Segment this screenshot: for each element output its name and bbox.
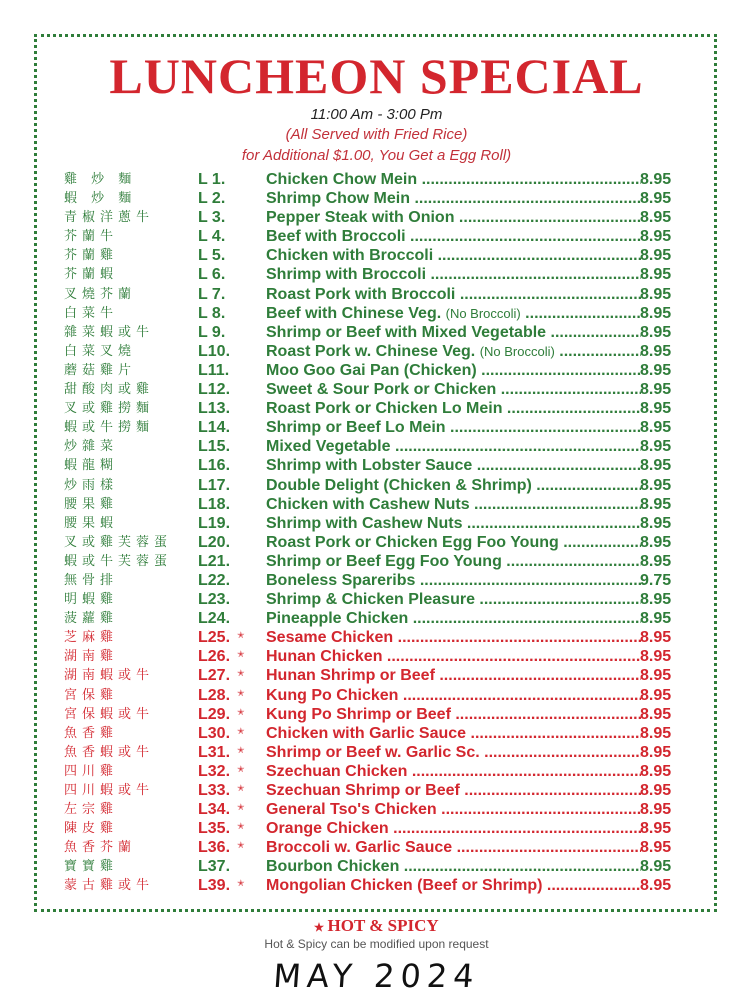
- chinese-name: 炒雜菜: [64, 439, 119, 455]
- menu-item-row: [0, 476, 753, 495]
- item-code: L12.: [198, 381, 231, 399]
- item-name: [266, 819, 641, 838]
- menu-item-row: [0, 762, 753, 781]
- menu-item-row: [0, 533, 753, 552]
- chinese-name: 宮保雞: [64, 687, 119, 703]
- menu-item-row: [0, 514, 753, 533]
- item-name-text: Bourbon Chicken: [266, 858, 400, 876]
- item-name: [266, 456, 641, 475]
- item-name-text: Roast Pork or Chicken Egg Foo Young: [266, 533, 559, 551]
- chinese-name: 湖南蝦或牛: [64, 668, 155, 684]
- item-price: 8.95: [640, 591, 672, 609]
- menu-item-row: [0, 724, 753, 743]
- menu-item-row: [0, 609, 753, 628]
- item-price: 8.95: [640, 762, 672, 780]
- item-code: L 8.: [198, 304, 226, 322]
- item-name: [266, 323, 641, 342]
- item-code: L11.: [198, 361, 230, 379]
- item-name: [266, 762, 641, 781]
- item-code: L15.: [198, 438, 231, 456]
- chinese-name: 無骨排: [64, 572, 119, 588]
- item-code: L35.: [198, 820, 231, 838]
- item-name-text: Shrimp or Beef w. Garlic Sc.: [266, 743, 480, 761]
- item-code: L 2.: [198, 190, 226, 208]
- item-code: L19.: [198, 514, 231, 532]
- item-name-text: Chicken with Garlic Sauce: [266, 724, 467, 742]
- chili-pepper-icon: ✭: [237, 630, 245, 641]
- menu-item-row: [0, 323, 753, 342]
- item-name: [266, 876, 641, 895]
- menu-item-row: [0, 456, 753, 475]
- menu-item-row: [0, 552, 753, 571]
- item-name: [266, 666, 641, 685]
- menu-items-list: [0, 170, 753, 896]
- item-name: [266, 418, 641, 437]
- item-name-text: Mixed Vegetable: [266, 438, 391, 456]
- item-code: L26.: [198, 648, 231, 666]
- menu-item-row: [0, 571, 753, 590]
- item-code: L37.: [198, 858, 231, 876]
- chinese-name: 四川蝦或牛: [64, 783, 155, 798]
- item-name: [266, 838, 641, 857]
- item-name-text: Pineapple Chicken: [266, 610, 409, 628]
- item-name: [266, 609, 641, 628]
- chinese-name: 腰果雞: [64, 496, 119, 512]
- item-price: 8.95: [640, 323, 672, 341]
- item-price: 8.95: [640, 514, 672, 532]
- item-price: 8.95: [640, 629, 672, 647]
- item-code: L36.: [198, 839, 231, 857]
- item-price: 8.95: [640, 285, 672, 303]
- egg-roll-note: for Additional $1.00, You Get a Egg Roll): [241, 147, 512, 164]
- handwritten-date: MAY 2024: [272, 957, 481, 995]
- item-name-text: Hunan Chicken: [266, 648, 383, 666]
- chinese-name: 魚香蝦或牛: [64, 744, 155, 760]
- chinese-name: 叉或雞撈麵: [64, 401, 155, 417]
- menu-item-row: [0, 781, 753, 800]
- menu-item-row: [0, 647, 753, 666]
- chili-pepper-icon: ✭: [237, 878, 245, 889]
- item-name: [266, 533, 641, 552]
- item-name-text: General Tso's Chicken: [266, 801, 437, 819]
- item-price: 8.95: [640, 247, 672, 265]
- menu-item-row: [0, 495, 753, 514]
- item-price: 8.95: [640, 667, 672, 685]
- item-code: L23.: [198, 591, 231, 609]
- item-code: L 1.: [198, 171, 226, 188]
- item-code: L32.: [198, 762, 231, 780]
- chinese-name: 雞 炒 麵: [64, 172, 137, 187]
- item-code: L34.: [198, 801, 231, 819]
- item-note: (No Broccoli): [479, 343, 555, 359]
- menu-item-row: [0, 628, 753, 647]
- menu-item-row: [0, 380, 753, 399]
- item-code: L17.: [198, 476, 231, 494]
- item-name: [266, 800, 641, 819]
- chinese-name: 青椒洋蔥牛: [64, 210, 155, 226]
- item-code: L33.: [198, 782, 231, 799]
- item-name: [266, 380, 641, 399]
- item-name: [266, 304, 641, 323]
- chinese-name: 明蝦雞: [64, 592, 119, 608]
- item-code: L30.: [198, 724, 231, 742]
- chinese-name: 陳皮雞: [64, 821, 119, 837]
- item-price: 8.95: [640, 476, 672, 494]
- item-note: (No Broccoli): [445, 305, 521, 321]
- chili-pepper-icon: ✭: [237, 783, 245, 793]
- item-name-text: Shrimp with Lobster Sauce: [266, 457, 473, 475]
- item-name: [266, 265, 641, 284]
- item-name: [266, 857, 641, 876]
- fried-rice-note: (All Served with Fried Rice): [285, 126, 468, 143]
- menu-item-row: [0, 208, 753, 227]
- item-price: 8.95: [640, 190, 672, 208]
- item-code: L24.: [198, 610, 231, 628]
- item-price: 8.95: [640, 304, 672, 322]
- menu-item-row: [0, 819, 753, 838]
- item-name: [266, 647, 641, 666]
- item-code: L 5.: [198, 247, 226, 265]
- item-name: [266, 628, 641, 647]
- item-name-text: Szechuan Chicken: [266, 762, 408, 780]
- item-name-text: Roast Pork with Broccoli: [266, 285, 456, 303]
- item-price: 8.95: [640, 266, 672, 284]
- item-code: L10.: [198, 342, 231, 360]
- chinese-name: 湖南雞: [64, 649, 119, 665]
- menu-item-row: [0, 227, 753, 246]
- item-name-text: Beef with Chinese Veg.: [266, 304, 442, 322]
- chinese-name: 蝦或牛芙蓉蛋: [64, 553, 173, 569]
- item-price: 8.95: [640, 686, 672, 704]
- chili-pepper-icon: ✭: [237, 687, 245, 698]
- item-code: L 9.: [198, 323, 226, 341]
- hot-spicy-label: HOT & SPICY: [327, 916, 439, 935]
- item-name-text: Shrimp & Chicken Pleasure: [266, 591, 475, 609]
- chili-pepper-icon: ✭: [237, 649, 245, 660]
- chinese-name: 魚香芥蘭: [64, 840, 137, 856]
- item-name-text: Shrimp with Broccoli: [266, 266, 427, 284]
- item-name-text: Beef with Broccoli: [266, 228, 406, 246]
- item-code: L18.: [198, 495, 231, 513]
- item-name-text: Broccoli w. Garlic Sauce: [266, 839, 453, 857]
- item-name-text: Kung Po Chicken: [266, 686, 399, 704]
- item-name: [266, 208, 641, 227]
- item-name: [266, 361, 641, 380]
- chinese-name: 宮保蝦或牛: [64, 706, 155, 722]
- menu-item-row: [0, 743, 753, 762]
- item-name: [266, 246, 641, 265]
- item-price: 8.95: [640, 400, 672, 418]
- chinese-name: 炒雨樣: [64, 477, 119, 493]
- chinese-name: 蝦 炒 麵: [64, 191, 137, 207]
- chinese-name: 芥蘭牛: [64, 229, 119, 245]
- chili-pepper-icon: ✭: [237, 725, 245, 736]
- chili-pepper-icon: ✭: [237, 840, 245, 851]
- chili-pepper-icon: ✭: [237, 821, 245, 832]
- item-name: [266, 437, 641, 456]
- item-name-text: Chicken with Broccoli: [266, 247, 434, 265]
- menu-item-row: [0, 189, 753, 208]
- menu-item-row: [0, 246, 753, 265]
- chili-pepper-icon: ✭: [237, 706, 245, 717]
- item-code: L 4.: [198, 228, 226, 246]
- menu-item-row: [0, 838, 753, 857]
- serving-hours: 11:00 Am - 3:00 Pm: [310, 106, 443, 123]
- item-name: [266, 590, 641, 609]
- item-name-text: Hunan Shrimp or Beef: [266, 667, 435, 685]
- item-name: [266, 571, 641, 590]
- item-name: [266, 285, 641, 304]
- item-price: 8.95: [640, 342, 672, 360]
- item-code: L13.: [198, 400, 231, 418]
- menu-item-row: [0, 686, 753, 705]
- item-price: 8.95: [640, 209, 672, 227]
- item-price: 8.95: [640, 419, 672, 437]
- item-name: [266, 743, 641, 762]
- item-name: [266, 399, 641, 418]
- item-name-text: Chicken with Cashew Nuts: [266, 495, 470, 513]
- chinese-name: 蝦龍糊: [64, 458, 119, 474]
- item-code: L25.: [198, 629, 231, 647]
- item-code: L14.: [198, 419, 231, 437]
- item-name: [266, 705, 641, 724]
- menu-item-row: [0, 304, 753, 323]
- item-name-text: Mongolian Chicken (Beef or Shrimp): [266, 877, 543, 895]
- menu-item-row: [0, 265, 753, 284]
- item-name-text: Shrimp Chow Mein: [266, 190, 410, 208]
- item-price: 8.95: [640, 228, 672, 246]
- menu-item-row: [0, 666, 753, 685]
- chinese-name: 四川雞: [64, 763, 119, 779]
- item-name-text: Shrimp or Beef Lo Mein: [266, 419, 446, 437]
- item-name-text: Shrimp or Beef with Mixed Vegetable: [266, 323, 547, 341]
- item-name: [266, 686, 641, 705]
- item-price: 8.95: [640, 361, 672, 379]
- chinese-name: 叉或雞芙蓉蛋: [64, 534, 173, 550]
- chinese-name: 蝦或牛撈麵: [64, 420, 155, 436]
- item-name-text: Shrimp or Beef Egg Foo Young: [266, 552, 502, 570]
- chinese-name: 菠蘿雞: [64, 611, 119, 627]
- item-name-text: Orange Chicken: [266, 820, 389, 838]
- item-price: 8.95: [640, 782, 672, 799]
- item-price: 8.95: [640, 552, 672, 570]
- chinese-name: 左宗雞: [64, 802, 119, 818]
- item-name-text: Boneless Spareribs: [266, 571, 416, 589]
- item-name-text: Kung Po Shrimp or Beef: [266, 705, 451, 723]
- hot-spicy-legend: [0, 916, 753, 936]
- item-name: [266, 170, 641, 189]
- menu-item-row: [0, 800, 753, 819]
- item-name: [266, 781, 641, 800]
- item-price: 8.95: [640, 381, 672, 399]
- item-price: 8.95: [640, 801, 672, 819]
- chinese-name: 甜酸肉或雞: [64, 382, 155, 398]
- item-name-text: Sweet & Sour Pork or Chicken: [266, 381, 497, 399]
- hot-spicy-footnote: Hot & Spicy can be modified upon request: [264, 937, 489, 951]
- item-name-text: Shrimp with Cashew Nuts: [266, 514, 463, 532]
- chili-pepper-icon: ✭: [314, 922, 324, 934]
- menu-item-row: [0, 170, 753, 189]
- item-code: L 6.: [198, 266, 226, 284]
- item-name-text: Pepper Steak with Onion: [266, 209, 455, 227]
- item-price: 8.95: [640, 648, 672, 666]
- chili-pepper-icon: ✭: [237, 668, 245, 679]
- menu-item-row: [0, 418, 753, 437]
- item-name: [266, 552, 641, 571]
- item-price: 8.95: [640, 705, 672, 723]
- item-name: [266, 189, 641, 208]
- item-code: L29.: [198, 705, 231, 723]
- menu-item-row: [0, 399, 753, 418]
- item-price: 8.95: [640, 495, 672, 513]
- item-name-text: Moo Goo Gai Pan (Chicken): [266, 361, 477, 379]
- item-code: L31.: [198, 743, 231, 761]
- item-price: 8.95: [640, 171, 672, 188]
- item-name: [266, 495, 641, 514]
- item-price: 8.95: [640, 820, 672, 838]
- item-price: 8.95: [640, 533, 672, 551]
- item-code: L22.: [198, 571, 231, 589]
- chinese-name: 寶寶雞: [64, 859, 119, 875]
- item-code: L28.: [198, 686, 231, 704]
- menu-item-row: [0, 285, 753, 304]
- menu-item-row: [0, 437, 753, 456]
- menu-item-row: [0, 361, 753, 380]
- chinese-name: 芥蘭雞: [64, 248, 119, 264]
- menu-item-row: [0, 705, 753, 724]
- chinese-name: 白菜叉燒: [64, 343, 137, 359]
- item-name-text: Roast Pork or Chicken Lo Mein: [266, 400, 503, 418]
- item-price: 8.95: [640, 743, 672, 761]
- item-price: 8.95: [640, 724, 672, 742]
- item-name-text: Szechuan Shrimp or Beef: [266, 782, 460, 799]
- item-code: L21.: [198, 552, 231, 570]
- item-name-text: Roast Pork w. Chinese Veg.: [266, 342, 476, 360]
- item-name-text: Double Delight (Chicken & Shrimp): [266, 476, 532, 494]
- item-name: [266, 514, 641, 533]
- chinese-name: 芝麻雞: [64, 630, 119, 646]
- item-code: L16.: [198, 457, 231, 475]
- chinese-name: 蒙古雞或牛: [64, 878, 155, 894]
- item-name: [266, 227, 641, 246]
- chinese-name: 雜菜蝦或牛: [64, 324, 155, 340]
- item-code: L39.: [198, 877, 231, 895]
- item-price: 8.95: [640, 877, 672, 895]
- menu-item-row: [0, 876, 753, 895]
- item-name-text: Chicken Chow Mein: [266, 171, 418, 188]
- item-name: [266, 476, 641, 495]
- menu-title: LUNCHEON SPECIAL: [109, 48, 644, 104]
- item-code: L 3.: [198, 209, 226, 227]
- item-price: 9.75: [640, 571, 672, 589]
- item-price: 8.95: [640, 610, 672, 628]
- chinese-name: 芥蘭蝦: [64, 267, 119, 283]
- item-code: L 7.: [198, 285, 226, 303]
- item-code: L20.: [198, 533, 231, 551]
- chinese-name: 白菜牛: [64, 305, 119, 321]
- item-name: [266, 342, 641, 361]
- item-price: 8.95: [640, 839, 672, 857]
- chinese-name: 蘑菇雞片: [64, 362, 137, 378]
- chili-pepper-icon: ✭: [237, 744, 245, 755]
- menu-item-row: [0, 857, 753, 876]
- chili-pepper-icon: ✭: [237, 802, 245, 813]
- item-name: [266, 724, 641, 743]
- chinese-name: 魚香雞: [64, 725, 119, 741]
- item-price: 8.95: [640, 457, 672, 475]
- chinese-name: 叉燒芥蘭: [64, 286, 137, 302]
- item-code: L27.: [198, 667, 231, 685]
- item-name-text: Sesame Chicken: [266, 629, 394, 647]
- menu-item-row: [0, 342, 753, 361]
- item-price: 8.95: [640, 858, 672, 876]
- chili-pepper-icon: ✭: [237, 763, 245, 774]
- item-price: 8.95: [640, 438, 672, 456]
- chinese-name: 腰果蝦: [64, 515, 119, 531]
- menu-item-row: [0, 590, 753, 609]
